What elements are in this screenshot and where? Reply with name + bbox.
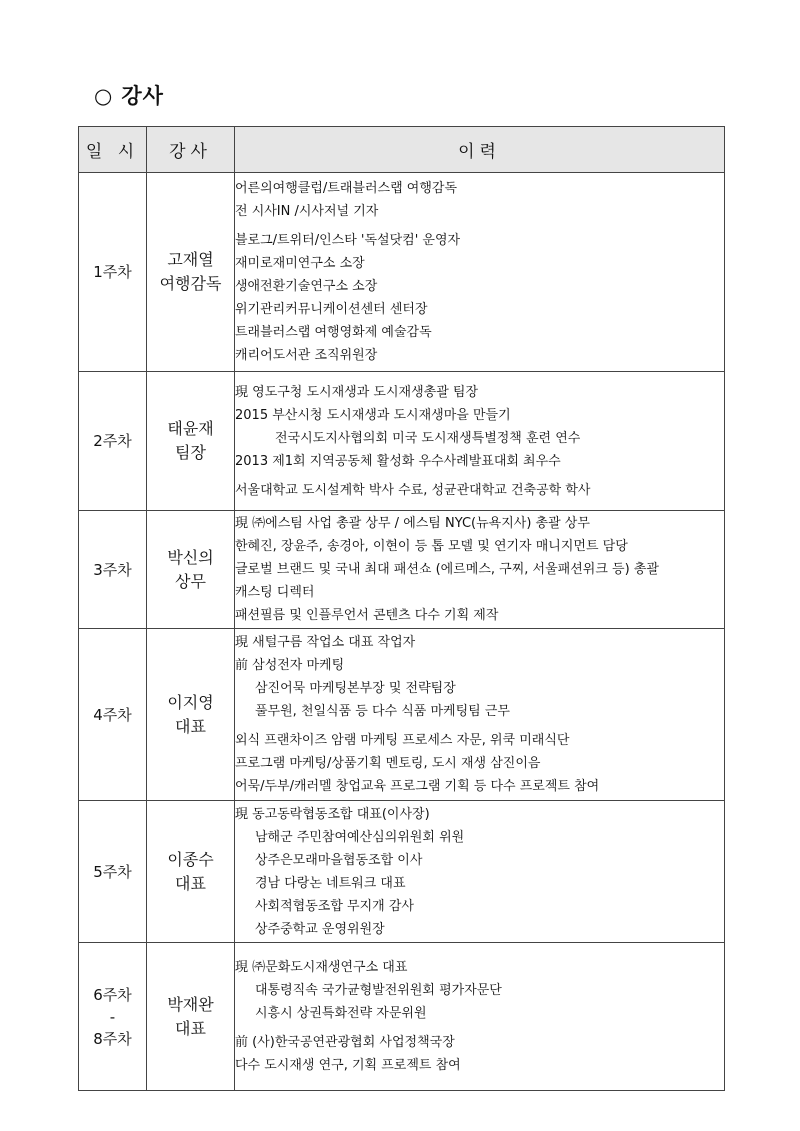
history-line: 경남 다랑논 네트워크 대표 [255, 875, 406, 891]
lecturer-name-cell [147, 943, 235, 1091]
history-cell [235, 943, 725, 1091]
lecturer-name: 이종수 [167, 849, 214, 869]
week-label: 8주차 [93, 1029, 132, 1048]
header-name: 강사 [147, 127, 235, 173]
history-line: 어묵/두부/캐러멜 창업교육 프로그램 기획 등 다수 프로젝트 참여 [235, 779, 600, 794]
week-cell [79, 173, 147, 372]
lecturer-name-cell [147, 372, 235, 511]
lecturer-title: 팀장 [175, 443, 206, 462]
history-line: 패션필름 및 인플루언서 콘텐츠 다수 기획 제작 [235, 608, 499, 623]
lecturer-name-cell [147, 801, 235, 943]
lecturer-table [78, 126, 725, 1091]
history-line: 캐리어도서관 조직위원장 [235, 348, 378, 363]
section-title [94, 80, 164, 110]
circle-bullet-icon: ○ [94, 84, 114, 108]
history-line: 캐스팅 디렉터 [235, 585, 315, 600]
week-label: 2주차 [93, 432, 132, 450]
week-label: 3주차 [93, 560, 132, 579]
lecturer-name-cell [147, 629, 235, 801]
lecturer-name-cell [147, 173, 235, 372]
history-line: 상주중학교 운영위원장 [255, 921, 385, 937]
history-line: 2013 제1회 지역공동체 활성화 우수사례발표대회 최우수 [235, 453, 561, 469]
week-label: - [109, 1007, 116, 1026]
table-row [79, 173, 725, 372]
history-line: 대통령직속 국가균형발전위원회 평가자문단 [255, 983, 502, 998]
table-row [79, 629, 725, 801]
history-line: 트래블러스랩 여행영화제 예술감독 [235, 325, 432, 340]
history-line: 한혜진, 장윤주, 송경아, 이현이 등 톱 모델 및 연기자 매니지먼트 담당 [235, 539, 628, 554]
table-row [79, 801, 725, 943]
week-label: 6주차 [93, 985, 132, 1004]
history-line: 前 삼성전자 마케팅 [235, 658, 345, 673]
lecturer-name: 박재완 [167, 994, 214, 1014]
header-history: 이력 [235, 127, 725, 173]
history-cell [235, 801, 725, 943]
history-line: 재미로재미연구소 소장 [235, 256, 365, 271]
history-line: 삼진어묵 마케팅본부장 및 전략팀장 [255, 681, 456, 696]
history-line: 사회적협동조합 무지개 감사 [255, 898, 414, 914]
table-row [79, 943, 725, 1091]
history-line: 상주은모래마을협동조합 이사 [255, 852, 423, 868]
history-line: 現 새털구름 작업소 대표 작업자 [235, 635, 416, 650]
history-cell [235, 511, 725, 629]
week-cell [79, 629, 147, 801]
lecturer-title: 대표 [175, 716, 206, 736]
lecturer-title: 대표 [175, 1018, 206, 1038]
history-line: 現 동고동락협동조합 대표(이사장) [235, 806, 430, 822]
history-line: 글로벌 브랜드 및 국내 최대 패션쇼 (에르메스, 구찌, 서울패션위크 등) 총괄 [235, 562, 659, 577]
history-line: 외식 프랜차이즈 암램 마케팅 프로세스 자문, 위쿡 미래식단 [235, 733, 570, 748]
lecturer-name-cell [147, 511, 235, 629]
week-label: 5주차 [93, 862, 132, 881]
history-line: 풀무원, 천일식품 등 다수 식품 마케팅팀 근무 [255, 704, 510, 719]
history-cell [235, 629, 725, 801]
history-line: 프로그램 마케팅/상품기획 멘토링, 도시 재생 삼진이음 [235, 756, 541, 771]
week-cell [79, 511, 147, 629]
history-line: 전국시도지사협의회 미국 도시재생특별정책 훈련 연수 [275, 430, 581, 446]
week-cell [79, 801, 147, 943]
history-line: 前 (사)한국공연관광협회 사업정책국장 [235, 1035, 455, 1050]
week-label: 1주차 [93, 263, 132, 281]
history-line: 2015 부산시청 도시재생과 도시재생마을 만들기 [235, 407, 511, 423]
history-cell [235, 173, 725, 372]
lecturer-title: 여행감독 [159, 274, 222, 293]
lecturer-name: 고재열 [167, 250, 214, 269]
history-line: 전 시사IN /시사저널 기자 [235, 204, 379, 219]
history-line: 서울대학교 도시설계학 박사 수료, 성균관대학교 건축공학 학사 [235, 482, 591, 498]
table-header-row [79, 127, 725, 173]
section-title-text: 강사 [121, 84, 164, 108]
header-week: 일 시 [79, 127, 147, 173]
week-label: 4주차 [93, 705, 132, 724]
table-row [79, 372, 725, 511]
week-cell [79, 943, 147, 1091]
lecturer-title: 상무 [175, 571, 206, 591]
history-line: 남해군 주민참여예산심의위원회 위원 [255, 829, 465, 845]
lecturer-title: 대표 [175, 873, 206, 893]
history-line: 現 영도구청 도시재생과 도시재생총괄 팀장 [235, 384, 479, 400]
history-line: 어른의여행클럽/트래블러스랩 여행감독 [235, 181, 457, 196]
history-line: 現 ㈜에스팀 사업 총괄 상무 / 에스팀 NYC(뉴욕지사) 총괄 상무 [235, 516, 590, 531]
history-line: 現 ㈜문화도시재생연구소 대표 [235, 960, 408, 975]
history-line: 블로그/트위터/인스타 '독설닷컴' 운영자 [235, 233, 461, 248]
history-line: 위기관리커뮤니케이션센터 센터장 [235, 302, 428, 317]
lecturer-name: 태윤재 [167, 419, 214, 438]
history-line: 다수 도시재생 연구, 기획 프로젝트 참여 [235, 1058, 461, 1073]
week-cell [79, 372, 147, 511]
table-row [79, 511, 725, 629]
lecturer-name: 이지영 [167, 692, 214, 712]
history-line: 생애전환기술연구소 소장 [235, 279, 378, 294]
history-line: 시흥시 상권특화전략 자문위원 [255, 1006, 427, 1021]
lecturer-name: 박신의 [167, 547, 214, 567]
history-cell [235, 372, 725, 511]
